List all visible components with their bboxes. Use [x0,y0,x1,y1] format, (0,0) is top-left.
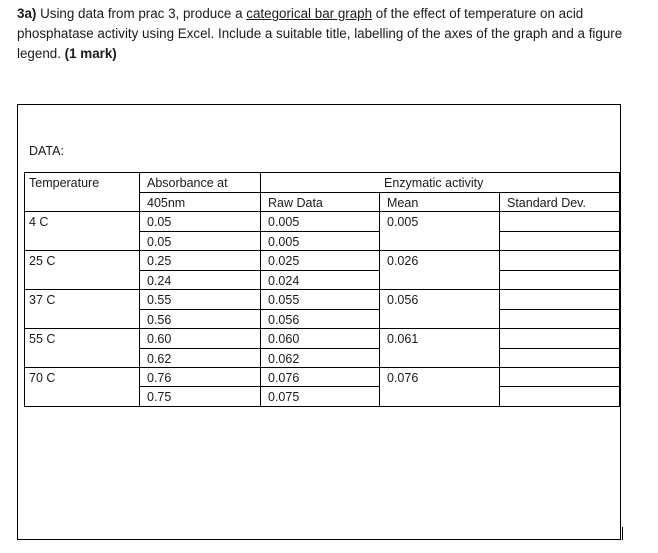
mean-cell: 0.005 [387,215,419,229]
mean-cell: 0.056 [387,293,419,307]
header-enzymatic-activity: Enzymatic activity [384,176,484,190]
absorbance-cell: 0.56 [147,313,172,327]
raw-data-cell: 0.025 [268,254,300,268]
absorbance-cell: 0.76 [147,371,172,385]
raw-data-cell: 0.060 [268,332,300,346]
data-label: DATA: [29,144,64,158]
temperature-cell: 25 C [29,254,56,268]
raw-data-cell: 0.076 [268,371,300,385]
mean-cell: 0.061 [387,332,419,346]
temperature-cell: 70 C [29,371,56,385]
header-absorbance-line1: Absorbance at [147,176,228,190]
header-temperature: Temperature [29,176,100,190]
question-number: 3a) [17,6,37,21]
header-absorbance-line2: 405nm [147,196,186,210]
question-underlined-phrase: categorical bar graph [246,6,373,21]
raw-data-cell: 0.005 [268,215,300,229]
temperature-cell: 37 C [29,293,56,307]
header-raw-data: Raw Data [268,196,323,210]
raw-data-cell: 0.056 [268,313,300,327]
question-marks: (1 mark) [64,46,117,61]
question-text-part2: of the effect of temperature on acid phosphatase activity using Excel. Include a suitable title, labelling of the axes of the graph and a figure legend. [17,6,623,61]
raw-data-cell: 0.005 [268,235,300,249]
absorbance-cell: 0.75 [147,390,172,404]
header-standard-dev: Standard Dev. [507,196,586,210]
mean-cell: 0.076 [387,371,419,385]
absorbance-cell: 0.62 [147,352,172,366]
temperature-cell: 4 C [29,215,49,229]
absorbance-cell: 0.60 [147,332,172,346]
absorbance-cell: 0.05 [147,235,172,249]
absorbance-cell: 0.05 [147,215,172,229]
raw-data-cell: 0.062 [268,352,300,366]
raw-data-cell: 0.024 [268,274,300,288]
absorbance-cell: 0.24 [147,274,172,288]
raw-data-cell: 0.075 [268,390,300,404]
absorbance-cell: 0.55 [147,293,172,307]
header-mean: Mean [387,196,419,210]
mean-cell: 0.026 [387,254,419,268]
temperature-cell: 55 C [29,332,56,346]
question-text-part1: Using data from prac 3, produce a [36,6,247,21]
raw-data-cell: 0.055 [268,293,300,307]
absorbance-cell: 0.25 [147,254,172,268]
